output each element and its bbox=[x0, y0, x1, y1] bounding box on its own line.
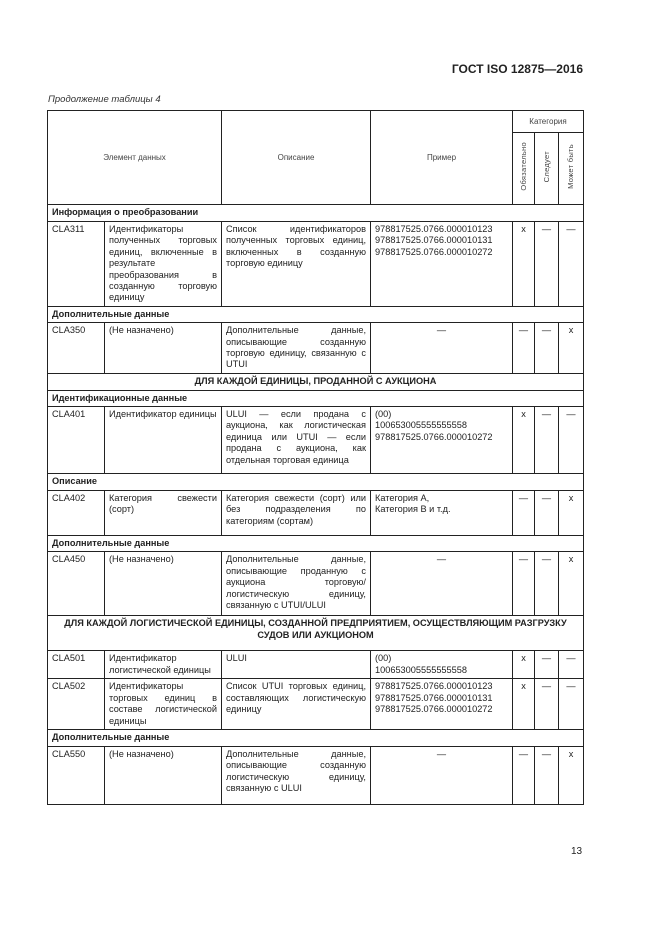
section-row bbox=[48, 205, 584, 222]
header-should: Следует bbox=[541, 151, 551, 183]
element-name: Идентификатор единицы bbox=[105, 407, 222, 474]
element-name: (Не назначено) bbox=[105, 323, 222, 374]
element-description: ULUI — если продана с аукциона, как логистическая единица или UTUI — если продана с аукциона, как отдельная торговая единица bbox=[222, 407, 371, 474]
element-example: — bbox=[371, 746, 513, 804]
element-description: Дополнительные данные, описывающие проданную с аукциона торговую/логистическую единицу, связанную с UTUI/ULUI bbox=[222, 552, 371, 616]
header-mandatory: Обязательно bbox=[518, 142, 528, 192]
document-code: ГОСТ ISO 12875—2016 bbox=[451, 62, 583, 76]
category-should: — bbox=[535, 746, 559, 804]
element-code: CLA450 bbox=[48, 552, 105, 616]
category-should: — bbox=[535, 552, 559, 616]
category-should: — bbox=[535, 222, 559, 307]
table-row bbox=[48, 323, 584, 374]
element-example: Категория А, Категория В и т.д. bbox=[371, 491, 513, 536]
table-row bbox=[48, 651, 584, 679]
category-mandatory: x bbox=[513, 679, 535, 730]
element-code: CLA350 bbox=[48, 323, 105, 374]
category-mandatory: x bbox=[513, 407, 535, 474]
section-row bbox=[48, 306, 584, 322]
section-heading: Дополнительные данные bbox=[48, 536, 584, 552]
header-example: Пример bbox=[371, 111, 513, 205]
group-row bbox=[48, 616, 584, 651]
element-example: 978817525.0766.000010123 978817525.0766.000010131 978817525.0766.000010272 bbox=[371, 222, 513, 307]
element-example: (00) 100653005555555558 bbox=[371, 651, 513, 679]
section-row bbox=[48, 729, 584, 746]
section-heading: Дополнительные данные bbox=[48, 306, 584, 322]
data-elements-table bbox=[47, 110, 584, 805]
element-description: Дополнительные данные, описывающие созданную логистическую единицу, связанную с ULUI bbox=[222, 746, 371, 804]
element-example: 978817525.0766.000010123 978817525.0766.000010131 978817525.0766.000010272 bbox=[371, 679, 513, 730]
category-should: — bbox=[535, 651, 559, 679]
category-may: x bbox=[559, 746, 584, 804]
table-caption: Продолжение таблицы 4 bbox=[48, 94, 161, 105]
element-example: — bbox=[371, 323, 513, 374]
table-row bbox=[48, 552, 584, 616]
category-mandatory: — bbox=[513, 323, 535, 374]
section-row bbox=[48, 474, 584, 491]
element-code: CLA550 bbox=[48, 746, 105, 804]
element-description: Категория свежести (сорт) или без подразделения по категориям (сортам) bbox=[222, 491, 371, 536]
element-code: CLA402 bbox=[48, 491, 105, 536]
category-should: — bbox=[535, 407, 559, 474]
category-may: x bbox=[559, 552, 584, 616]
element-code: CLA401 bbox=[48, 407, 105, 474]
element-name: Идентификаторы полученных торговых единиц, включенные в результате преобразования в созданную торговую единицу bbox=[105, 222, 222, 307]
element-example: — bbox=[371, 552, 513, 616]
element-code: CLA311 bbox=[48, 222, 105, 307]
element-description: ULUI bbox=[222, 651, 371, 679]
category-may: — bbox=[559, 651, 584, 679]
category-mandatory: x bbox=[513, 651, 535, 679]
category-should: — bbox=[535, 679, 559, 730]
header-may: Может быть bbox=[566, 144, 576, 190]
category-mandatory: — bbox=[513, 491, 535, 536]
element-name: Идентификаторы торговых единиц в составе логистической единицы bbox=[105, 679, 222, 730]
category-may: x bbox=[559, 491, 584, 536]
section-heading: Описание bbox=[48, 474, 584, 491]
section-heading: Идентификационные данные bbox=[48, 390, 584, 406]
category-may: — bbox=[559, 222, 584, 307]
table-row bbox=[48, 491, 584, 536]
element-description: Список UTUI торговых единиц, составляющих логистическую единицу bbox=[222, 679, 371, 730]
element-name: (Не назначено) bbox=[105, 746, 222, 804]
category-mandatory: — bbox=[513, 746, 535, 804]
table-row bbox=[48, 679, 584, 730]
element-example: (00) 100653005555555558 978817525.0766.000010272 bbox=[371, 407, 513, 474]
element-name: Категория свежести (сорт) bbox=[105, 491, 222, 536]
category-may: — bbox=[559, 407, 584, 474]
category-should: — bbox=[535, 323, 559, 374]
group-row bbox=[48, 374, 584, 390]
category-may: — bbox=[559, 679, 584, 730]
element-name: (Не назначено) bbox=[105, 552, 222, 616]
element-description: Дополнительные данные, описывающие созданную торговую единицу, связанную с UTUI bbox=[222, 323, 371, 374]
table-row bbox=[48, 407, 584, 474]
table-row bbox=[48, 222, 584, 307]
page-number: 13 bbox=[571, 846, 583, 857]
category-should: — bbox=[535, 491, 559, 536]
table-row bbox=[48, 746, 584, 804]
section-row bbox=[48, 390, 584, 406]
category-mandatory: — bbox=[513, 552, 535, 616]
element-code: CLA502 bbox=[48, 679, 105, 730]
header-description: Описание bbox=[222, 111, 371, 205]
category-mandatory: x bbox=[513, 222, 535, 307]
element-code: CLA501 bbox=[48, 651, 105, 679]
element-description: Список идентификаторов полученных торговых единиц, включенных в созданную торговую единицу bbox=[222, 222, 371, 307]
group-heading: ДЛЯ КАЖДОЙ ЛОГИСТИЧЕСКОЙ ЕДИНИЦЫ, СОЗДАННОЙ ПРЕДПРИЯТИЕМ, ОСУЩЕСТВЛЯЮЩИМ РАЗГРУЗКУ СУДОВ ИЛИ АУКЦИОНОМ bbox=[48, 616, 584, 651]
group-heading: ДЛЯ КАЖДОЙ ЕДИНИЦЫ, ПРОДАННОЙ С АУКЦИОНА bbox=[48, 374, 584, 390]
element-name: Идентификатор логистической единицы bbox=[105, 651, 222, 679]
section-row bbox=[48, 536, 584, 552]
category-may: x bbox=[559, 323, 584, 374]
header-category: Категория bbox=[513, 111, 584, 133]
section-heading: Дополнительные данные bbox=[48, 729, 584, 746]
section-heading: Информация о преобразовании bbox=[48, 205, 584, 222]
header-element: Элемент данных bbox=[48, 111, 222, 205]
